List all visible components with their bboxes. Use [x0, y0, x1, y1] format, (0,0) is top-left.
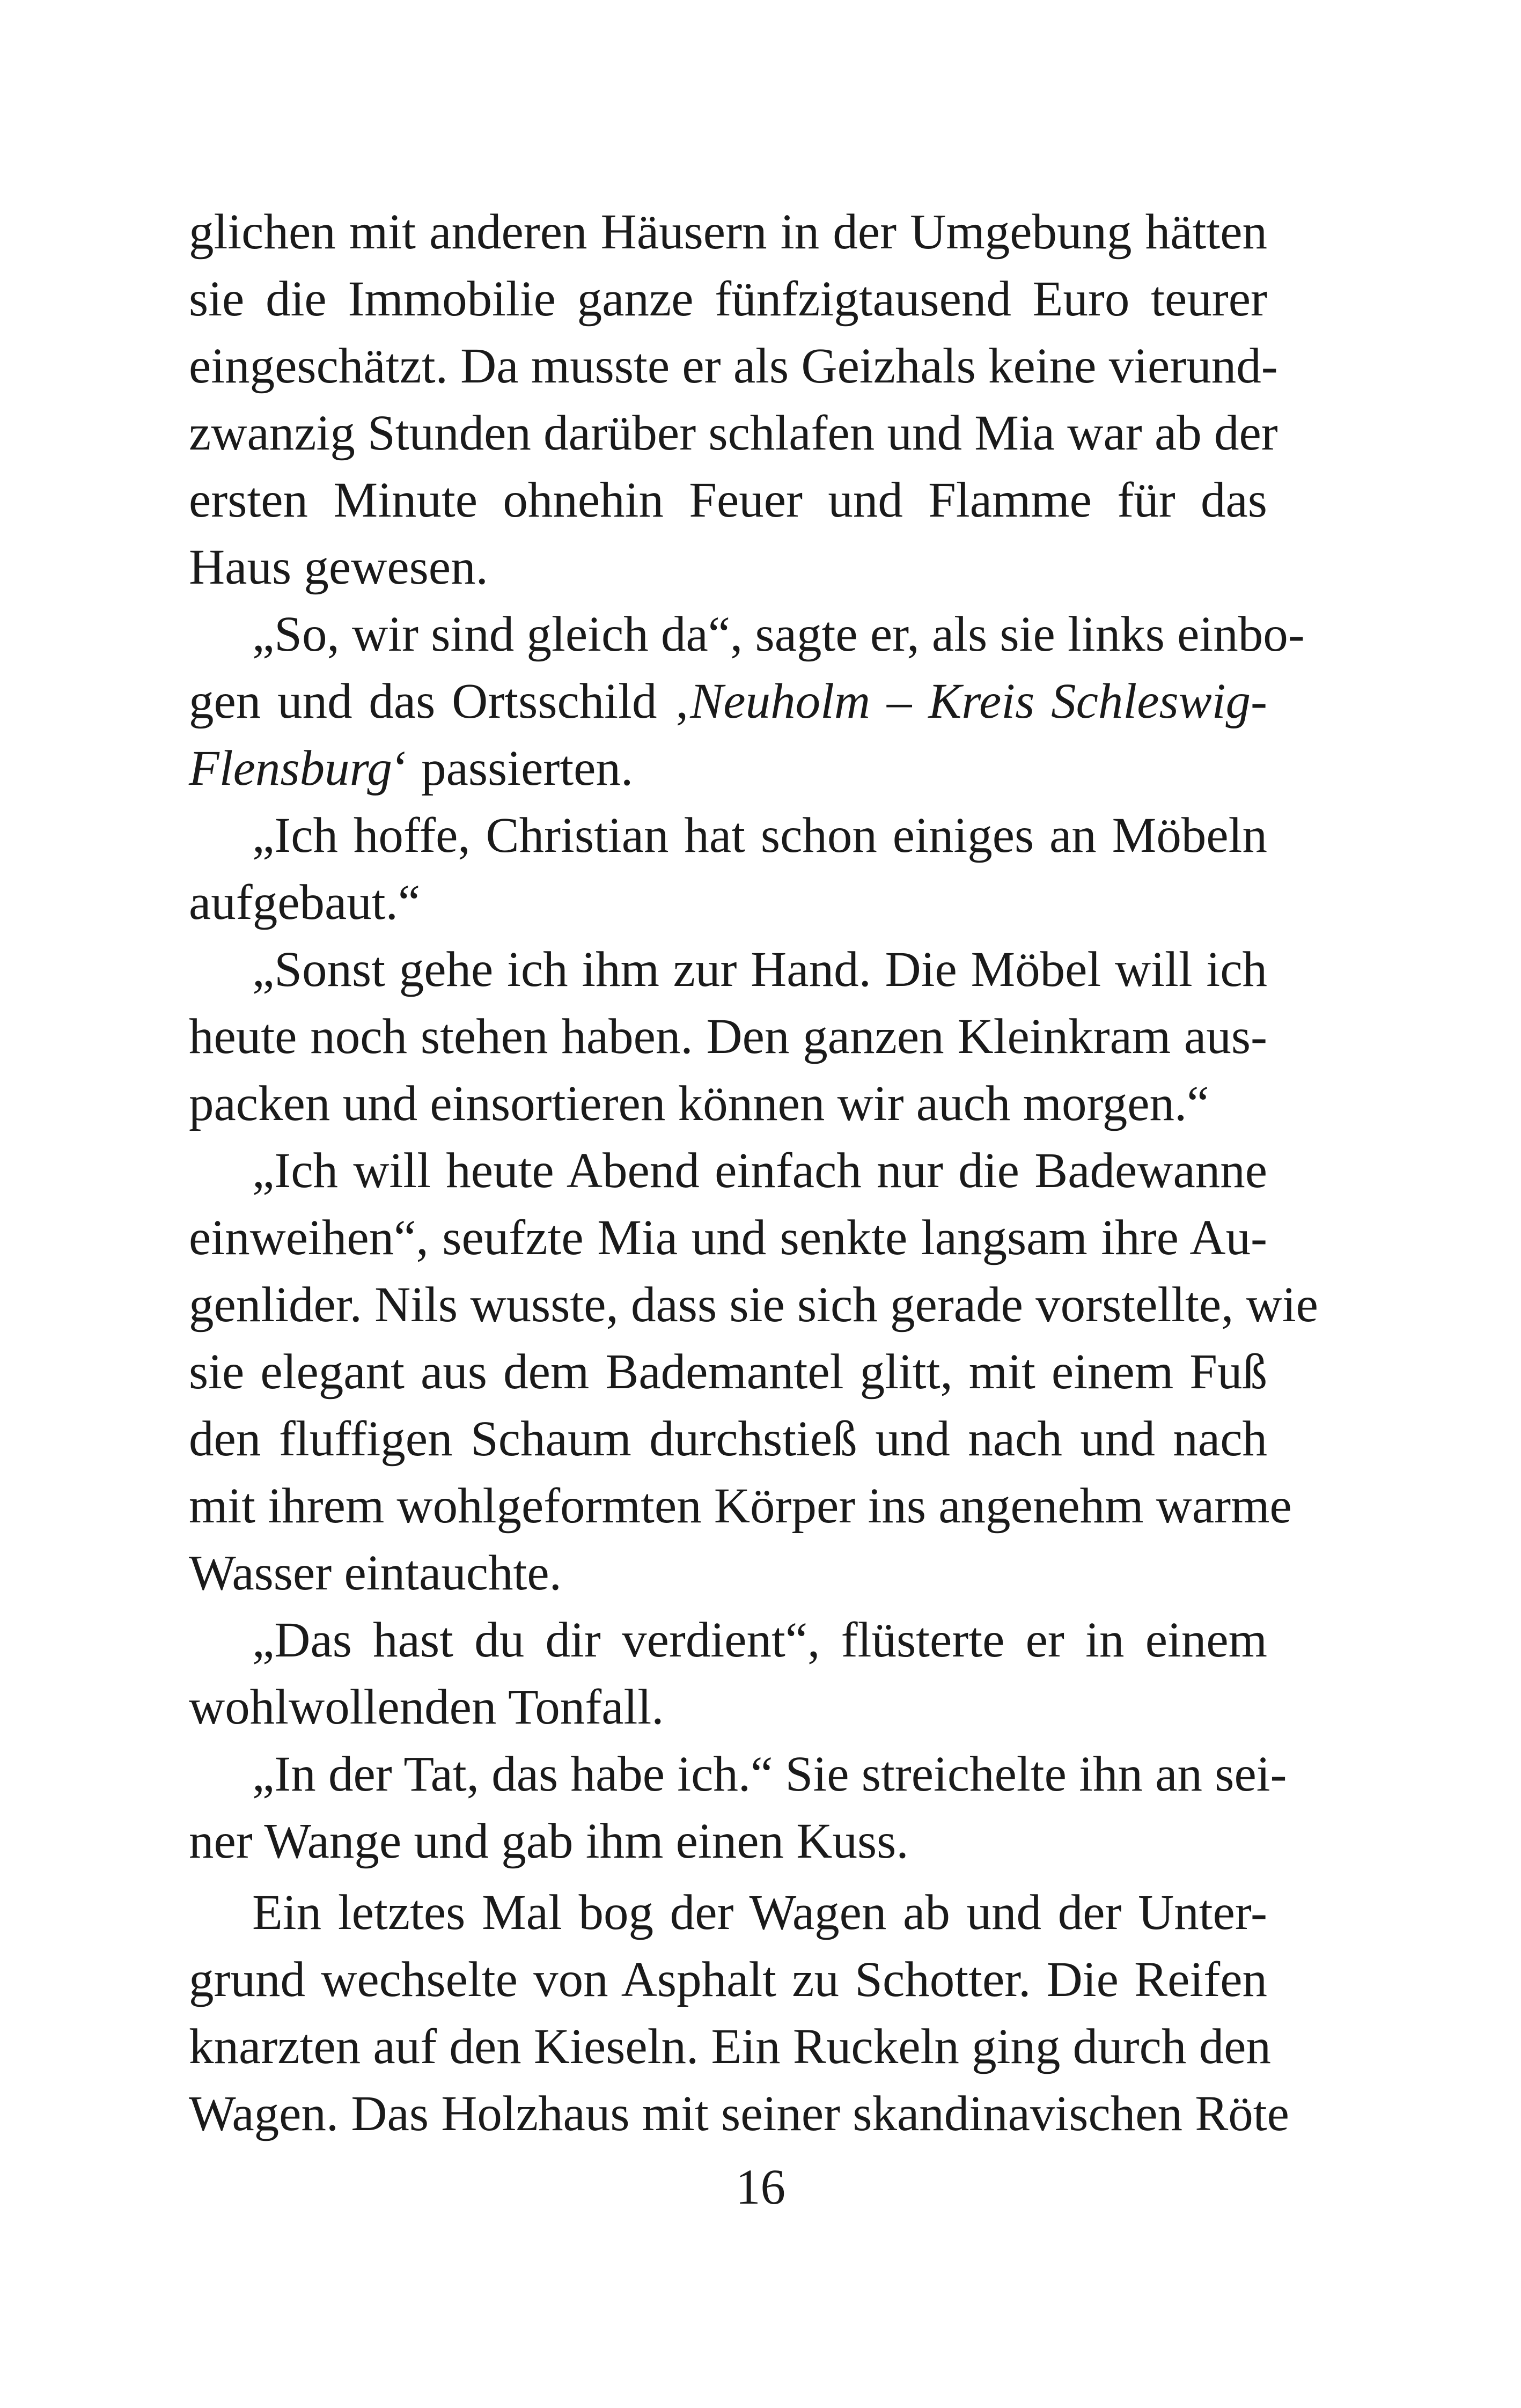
text-line: ersten Minute ohnehin Feuer und Flamme für das: [189, 473, 1267, 528]
text-line: „Sonst gehe ich ihm zur Hand. Die Möbel will ich: [252, 942, 1267, 997]
text-line-with-place-name: [189, 668, 1267, 735]
text-line: glichen mit anderen Häusern in der Umgebung hätten: [189, 204, 1267, 260]
text-line: Wasser eintauchte.: [189, 1545, 562, 1601]
text-line: zwanzig Stunden darüber schlafen und Mia war ab der: [189, 406, 1278, 461]
text-line: „So, wir sind gleich da“, sagte er, als sie links einbo-: [252, 607, 1305, 662]
place-name-italic: Flensburg: [189, 741, 392, 796]
text-line: genlider. Nils wusste, dass sie sich gerade vorstellte, wie: [189, 1277, 1318, 1332]
text-line: sie die Immobilie ganze fünfzigtausend Euro teurer: [189, 271, 1267, 327]
text-line: den fluffigen Schaum durchstieß und nach und nach: [189, 1411, 1267, 1467]
text-line: wohlwollenden Tonfall.: [189, 1680, 664, 1735]
text-line: „In der Tat, das habe ich.“ Sie streichelte ihn an sei-: [252, 1747, 1287, 1802]
text-line: „Das hast du dir verdient“, flüsterte er in einem: [252, 1612, 1267, 1668]
text-line: sie elegant aus dem Bademantel glitt, mit einem Fuß: [189, 1344, 1267, 1400]
text-line: Ein letztes Mal bog der Wagen ab und der Unter-: [252, 1885, 1267, 1940]
place-name-italic: Neuholm – Kreis Schleswig-: [690, 674, 1268, 729]
text-line: heute noch stehen haben. Den ganzen Kleinkram aus-: [189, 1009, 1267, 1064]
text-line: Wagen. Das Holzhaus mit seiner skandinavischen Röte: [189, 2086, 1289, 2141]
text-line: „Ich will heute Abend einfach nur die Badewanne: [252, 1143, 1267, 1198]
text-line: packen und einsortieren können wir auch morgen.“: [189, 1076, 1209, 1131]
text-line-with-place-name: [189, 735, 1267, 802]
text-line: ner Wange und gab ihm einen Kuss.: [189, 1814, 909, 1869]
text-line: grund wechselte von Asphalt zu Schotter. Die Reifen: [189, 1952, 1267, 2007]
text-line: knarzten auf den Kieseln. Ein Ruckeln ging durch den: [189, 2019, 1271, 2074]
text-line: einweihen“, seufzte Mia und senkte langsam ihre Au-: [189, 1210, 1267, 1265]
page-number: 16: [736, 2160, 785, 2215]
text-line: mit ihrem wohlgeformten Körper ins angenehm warme: [189, 1478, 1292, 1534]
text-line: aufgebaut.“: [189, 875, 421, 930]
text-fragment: ‘ passierten.: [392, 741, 634, 796]
text-line: „Ich hoffe, Christian hat schon einiges an Möbeln: [252, 808, 1267, 863]
body-text: [189, 198, 1318, 2147]
text-line: eingeschätzt. Da musste er als Geizhals keine vierund-: [189, 338, 1278, 394]
text-fragment: gen und das Ortsschild ‚: [189, 674, 690, 729]
text-line: Haus gewesen.: [189, 540, 488, 595]
